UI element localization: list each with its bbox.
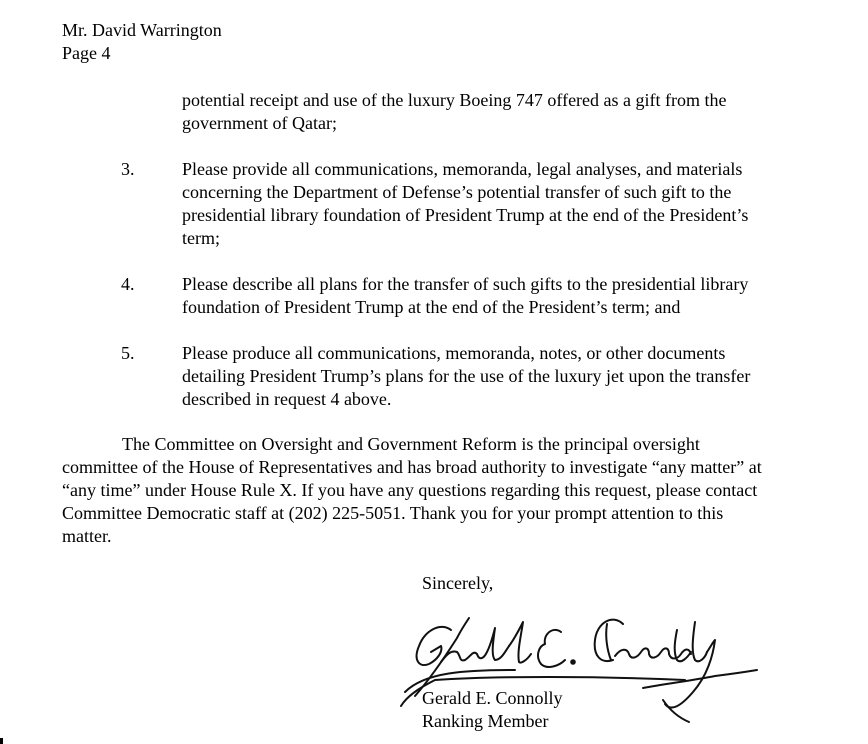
continuation-text <box>182 89 727 135</box>
page-edge-mark <box>0 738 3 744</box>
item-text <box>182 342 750 411</box>
paragraph-line: The Committee on Oversight and Government Reform is the principal oversight <box>122 434 700 454</box>
salutation: Sincerely, <box>422 573 494 593</box>
item-number: 4. <box>121 274 135 294</box>
paragraph-line: committee of the House of Representatives and has broad authority to investigate “any matter” at <box>62 457 762 477</box>
item-line: foundation of President Trump at the end of the President’s term; and <box>182 297 681 317</box>
signer-name: Gerald E. Connolly <box>422 688 563 708</box>
paragraph-line: “any time” under House Rule X. If you have any questions regarding this request, please contact <box>62 480 758 500</box>
item-number: 5. <box>121 343 135 363</box>
signer-title: Ranking Member <box>422 711 549 731</box>
paragraph-line: Committee Democratic staff at (202) 225-5051. Thank you for your prompt attention to this <box>62 503 724 523</box>
closing-paragraph <box>62 433 762 548</box>
recipient-name: Mr. David Warrington <box>62 20 222 40</box>
item-line: Please describe all plans for the transfer of such gifts to the presidential library <box>182 274 749 294</box>
paragraph-line: matter. <box>62 526 112 546</box>
item-line: described in request 4 above. <box>182 389 392 409</box>
item-text <box>182 158 748 250</box>
item-line: concerning the Department of Defense’s potential transfer of such gift to the <box>182 182 732 202</box>
item-line: detailing President Trump’s plans for the use of the luxury jet upon the transfer <box>182 366 751 386</box>
item-number: 3. <box>121 159 135 179</box>
continuation-line: potential receipt and use of the luxury Boeing 747 offered as a gift from the <box>182 90 727 110</box>
page-header <box>62 19 222 65</box>
item-line: Please produce all communications, memoranda, notes, or other documents <box>182 343 726 363</box>
item-line: term; <box>182 228 220 248</box>
item-line: Please provide all communications, memoranda, legal analyses, and materials <box>182 159 743 179</box>
item-text <box>182 273 748 319</box>
continuation-line: government of Qatar; <box>182 113 337 133</box>
item-line: presidential library foundation of President Trump at the end of the President’s <box>182 205 749 225</box>
page-number: Page 4 <box>62 43 111 63</box>
